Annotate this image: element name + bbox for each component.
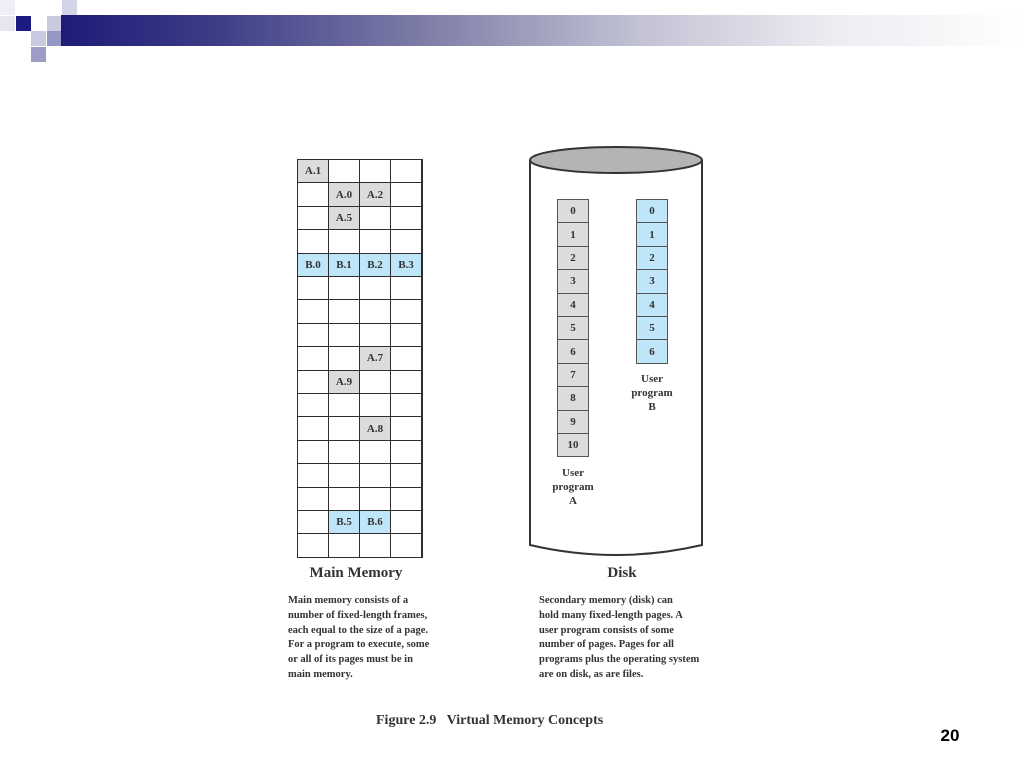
memory-frame-empty [329,324,360,347]
memory-frame-empty [391,183,422,206]
memory-frame-empty [298,441,329,464]
memory-frame-empty [298,183,329,206]
memory-frame-empty [298,230,329,253]
memory-frame-empty [360,441,391,464]
memory-frame-empty [391,441,422,464]
memory-frame-empty [329,300,360,323]
memory-frame-a-8: A.8 [360,417,391,440]
figure-caption: Figure 2.9 Virtual Memory Concepts [376,713,604,728]
memory-frame-empty [329,277,360,300]
program-b-page-6: 6 [636,339,668,363]
memory-frame-empty [360,394,391,417]
memory-frame-a-0: A.0 [329,183,360,206]
memory-frame-b-0: B.0 [298,254,329,277]
memory-frame-empty [329,441,360,464]
memory-frame-empty [329,417,360,440]
memory-frame-b-5: B.5 [329,511,360,534]
program-b-page-2: 2 [636,246,668,270]
memory-frame-empty [391,160,422,183]
memory-frame-empty [391,534,422,557]
memory-frame-empty [298,511,329,534]
disk-top [530,147,702,173]
program-a-page-9: 9 [557,410,589,434]
memory-frame-empty [298,277,329,300]
program-b-page-0: 0 [636,199,668,223]
program-a-page-8: 8 [557,386,589,410]
program-a-page-10: 10 [557,433,589,457]
memory-frame-empty [391,464,422,487]
memory-frame-empty [391,230,422,253]
memory-frame-empty [298,300,329,323]
memory-frame-empty [360,488,391,511]
memory-frame-empty [391,300,422,323]
memory-frame-a-2: A.2 [360,183,391,206]
memory-frame-empty [360,230,391,253]
program-a-page-7: 7 [557,363,589,387]
program-b-page-3: 3 [636,269,668,293]
memory-frame-b-3: B.3 [391,254,422,277]
disk-description: Secondary memory (disk) can hold many fixed-length pages. A user program consists of some number of pages. Pages for all programs plus the operating system are on disk, as are files. [539,595,700,680]
user-program-b-label: User program B [631,373,673,413]
memory-frame-b-6: B.6 [360,511,391,534]
memory-frame-empty [391,277,422,300]
program-a-page-3: 3 [557,269,589,293]
disk-title: Disk [607,565,637,581]
memory-frame-a-5: A.5 [329,207,360,230]
memory-frame-empty [391,347,422,370]
memory-frame-a-7: A.7 [360,347,391,370]
memory-frame-empty [329,534,360,557]
memory-frame-empty [298,464,329,487]
memory-frame-empty [298,534,329,557]
memory-frame-empty [391,394,422,417]
main-memory-description: Main memory consists of a number of fixed-length frames, each equal to the size of a page. For a program to execute, some or all of its pages must be in main memory. [288,595,430,680]
user-program-a-label: User program A [552,467,594,507]
memory-frame-empty [391,371,422,394]
memory-frame-b-2: B.2 [360,254,391,277]
memory-frame-empty [298,207,329,230]
memory-frame-empty [298,347,329,370]
memory-frame-empty [329,464,360,487]
program-a-page-6: 6 [557,339,589,363]
memory-frame-empty [360,534,391,557]
memory-frame-empty [391,324,422,347]
memory-frame-empty [329,347,360,370]
memory-frame-empty [360,300,391,323]
memory-frame-empty [360,160,391,183]
program-a-page-0: 0 [557,199,589,223]
memory-frame-b-1: B.1 [329,254,360,277]
main-memory-title: Main Memory [309,565,403,581]
program-b-page-1: 1 [636,222,668,246]
memory-frame-empty [391,488,422,511]
program-a-page-5: 5 [557,316,589,340]
memory-frame-empty [329,160,360,183]
memory-frame-empty [329,394,360,417]
page-number: 20 [940,726,960,745]
program-a-page-4: 4 [557,293,589,317]
memory-frame-empty [298,488,329,511]
memory-frame-empty [360,324,391,347]
memory-frame-empty [360,464,391,487]
memory-frame-empty [329,230,360,253]
memory-frame-empty [298,394,329,417]
memory-frame-empty [298,324,329,347]
memory-frame-a-9: A.9 [329,371,360,394]
program-b-page-4: 4 [636,293,668,317]
program-a-page-1: 1 [557,222,589,246]
memory-frame-empty [391,511,422,534]
memory-frame-a-1: A.1 [298,160,329,183]
memory-frame-empty [360,277,391,300]
memory-frame-empty [298,371,329,394]
memory-frame-empty [391,207,422,230]
memory-frame-empty [360,371,391,394]
memory-frame-empty [360,207,391,230]
memory-frame-empty [391,417,422,440]
memory-frame-empty [298,417,329,440]
program-a-page-2: 2 [557,246,589,270]
memory-frame-empty [329,488,360,511]
program-b-page-5: 5 [636,316,668,340]
